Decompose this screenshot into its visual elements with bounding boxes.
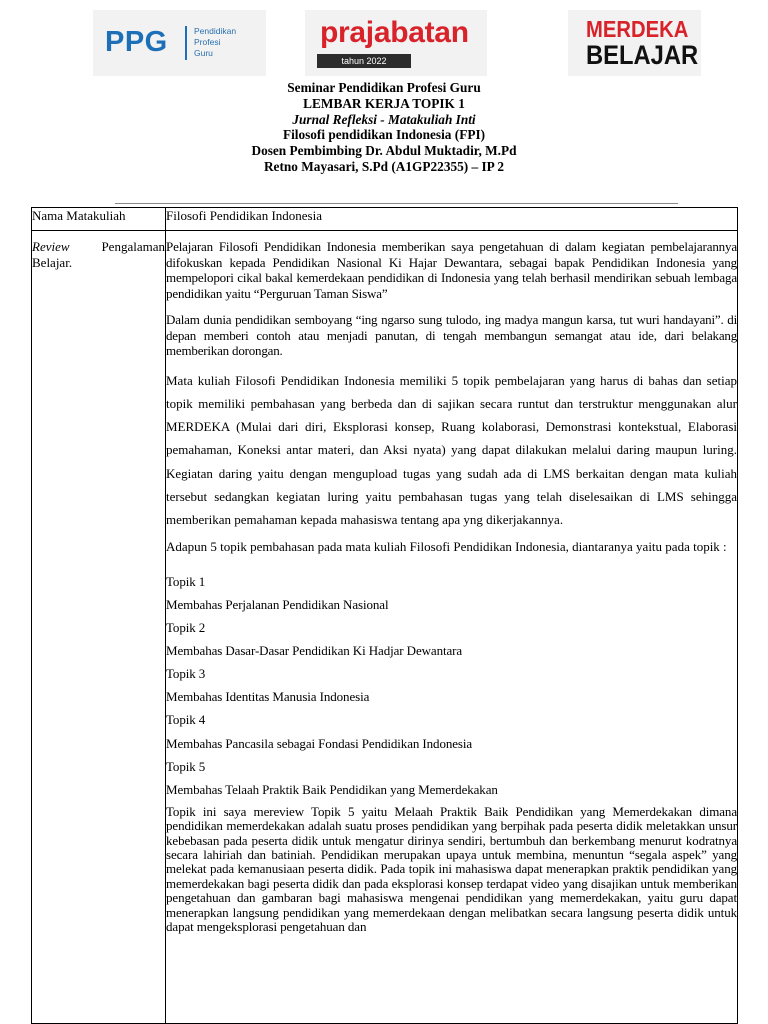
paragraph-topics-overview: Mata kuliah Filosofi Pendidikan Indonesia memiliki 5 topik pembelajaran yang harus di bahas dan setiap topik memiliki pembahasan yang berbeda dan di sajikan secara runtut dan terstruktur menggunakan alur MERDEKA (Mulai dari diri, Eksplorasi konsep, Ruang kolaborasi, Demonstrasi kontekstual, Elaborasi pemahaman, Koneksi antar materi, dan Aksi nyata) yang dapat dilakukan melalui daring maupun luring. Kegiatan daring yaitu dengan mengupload tugas yang sudah ada di LMS berkaitan dengan mata kuliah tersebut sedangkan kegiatan luring yaitu pembahasan tugas yang telah diselesaikan di LMS sehingga memberikan pemahaman kepada mahasiswa tentang apa yng dikerjakannya.: [166, 372, 737, 528]
merdeka-logo-line1: MERDEKA: [586, 16, 689, 42]
paragraph-topic5-review: Topik ini saya mereview Topik 5 yaitu Melaah Praktik Baik Pendidikan yang Memerdekakan dimana pendidikan memerdekakan adalah suatu proses pendidikan yang berpihak pada peserta didik meletakkan unsur kebebasan pada peserta didik untuk mengatur dirinya sendiri, bertumbuh dan berkembang menurut kodratnya secara lahiriah dan batiniah. Pendidikan merupakan upaya untuk membina, menuntun “segala aspek” yang melekat pada kemanusiaan peserta didik. Pada topik ini mahasiswa dapat menerapkan praktik pendidikan yang memerdekakan bagi peserta didik dan pada eksplorasi konsep terdapat video yang disajikan untuk memberikan pengetahuan dan gambaran bagi mahasiswa mengenai pendidikan yang memerdekakan, yaitu guru dapat menerapkan langsung pendidikan yang memerdekaan dengan melibatkan secara langsung peserta didik untuk dapat mengeksplorasi pengetahuan dan: [166, 803, 737, 935]
prajabatan-logo-word: prajabatan: [320, 16, 469, 49]
ppg-logo-subtitle: Pendidikan Profesi Guru: [194, 26, 237, 58]
course-name-label: Nama Matakuliah: [32, 208, 166, 231]
course-name-value: Filosofi Pendidikan Indonesia: [166, 208, 738, 231]
paragraph-topics-intro: Adapun 5 topik pembahasan pada mata kuliah Filosofi Pendidikan Indonesia, diantaranya yaitu pada topik :: [166, 538, 727, 554]
heading-author: Retno Mayasari, S.Pd (A1GP22355) – IP 2: [263, 158, 505, 174]
table-row-course-name: [32, 208, 738, 231]
topic-5-description: Membahas Telaah Praktik Baik Pendidikan yang Memerdekakan: [166, 781, 498, 797]
table-row-review: [32, 231, 738, 1024]
document-heading: [0, 80, 768, 175]
merdeka-logo-line2: BELAJAR: [586, 40, 699, 70]
review-label-rest: Pengalaman Belajar.: [32, 239, 165, 270]
topic-5-title: Topik 5: [166, 758, 206, 774]
topic-4-description: Membahas Pancasila sebagai Fondasi Pendidikan Indonesia: [166, 735, 473, 751]
heading-jurnal: Jurnal Refleksi - Matakuliah Inti: [292, 111, 476, 127]
topic-4-title: Topik 4: [166, 712, 206, 728]
topic-3-description: Membahas Identitas Manusia Indonesia: [166, 689, 370, 705]
ppg-logo-divider: [185, 26, 187, 60]
topic-1-title: Topik 1: [166, 573, 206, 589]
topic-3-title: Topik 3: [166, 666, 206, 682]
ppg-logo-mark: PPG: [105, 26, 168, 58]
heading-supervisor: Dosen Pembimbing Dr. Abdul Muktadir, M.Pd: [251, 143, 517, 159]
heading-course: Filosofi pendidikan Indonesia (FPI): [282, 127, 486, 143]
heading-divider: [115, 203, 678, 204]
worksheet-table: [31, 207, 738, 1024]
review-label: [32, 231, 166, 1024]
prajabatan-logo-year: tahun 2022: [317, 54, 411, 68]
topic-2-description: Membahas Dasar-Dasar Pendidikan Ki Hadjar Dewantara: [166, 643, 463, 659]
paragraph-semboyan: Dalam dunia pendidikan semboyang “ing ngarso sung tulodo, ing madya mangun karsa, tut wuri handayani”. di depan memberi contoh atau menjadi panutan, di tengah membangun semangat atau ide, dari belakang memberikan dorongan.: [166, 312, 737, 358]
review-content: [166, 231, 738, 1024]
topic-1-description: Membahas Perjalanan Pendidikan Nasional: [166, 596, 389, 612]
prajabatan-logo: [305, 10, 487, 76]
paragraph-intro: Pelajaran Filosofi Pendidikan Indonesia memberikan saya pengetahuan di dalam kegiatan pembelajarannya difokuskan kepada Pendidikan Nasional Ki Hajar Dewantara, sebagai bapak Pendidikan Indonesia yang mempelopori cikal bakal kemerdekaan pendidikan di Indonesia yang telah berhasil mendirikan sebuah lembaga pendidikan yaitu “Perguruan Taman Siswa”: [166, 239, 737, 301]
heading-lembar-kerja: LEMBAR KERJA TOPIK 1: [303, 95, 465, 111]
ppg-logo: [93, 10, 266, 76]
topic-2-title: Topik 2: [166, 620, 206, 636]
topic-list: [166, 570, 737, 801]
heading-seminar: Seminar Pendidikan Profesi Guru: [287, 80, 481, 95]
merdeka-belajar-logo: [568, 10, 701, 76]
review-label-italic: Review: [32, 239, 70, 254]
